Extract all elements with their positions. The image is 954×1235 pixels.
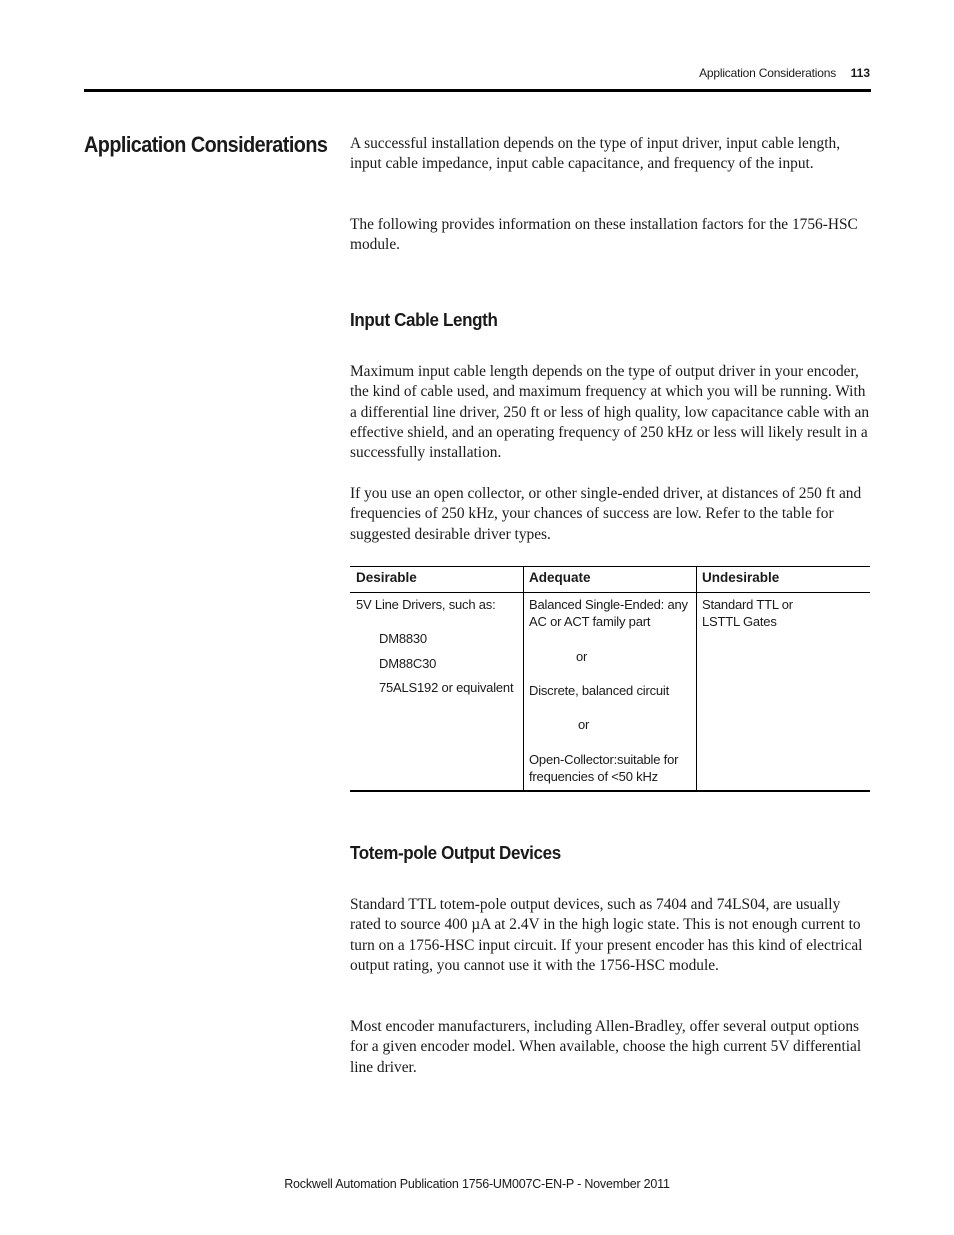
adequate-line: Discrete, balanced circuit <box>529 683 670 698</box>
undesirable-line: Standard TTL or <box>702 597 793 612</box>
totem-pole-block-1 <box>350 895 870 976</box>
adequate-line: Balanced Single-Ended: any <box>529 597 688 612</box>
table-top-rule <box>350 566 870 567</box>
adequate-line: frequencies of <50 kHz <box>529 769 658 784</box>
table-header-desirable: Desirable <box>356 570 417 585</box>
input-cable-paragraph-1: Maximum input cable length depends on the type of output driver in your encoder, the kind of cable used, and maximum frequency at which you will be running. With a differential line driver, 250 ft or less of high quality, low capacitance cable with an effective shield, and an operating frequency of 250 kHz or less will likely result in a successfully installation. <box>350 363 870 462</box>
input-cable-block-2 <box>350 484 870 545</box>
input-cable-heading: Input Cable Length <box>350 309 498 330</box>
adequate-or: or <box>578 717 590 732</box>
driver-table <box>350 566 870 792</box>
table-column-divider <box>696 566 697 791</box>
section-heading: Application Considerations <box>84 132 328 157</box>
totem-pole-paragraph-2: Most encoder manufacturers, including Allen-Bradley, offer several output options for a given encoder model. When available, choose the high current 5V differential line driver. <box>350 1018 862 1076</box>
table-header-adequate: Adequate <box>529 570 591 585</box>
adequate-line: AC or ACT family part <box>529 614 651 629</box>
table-header-undesirable: Undesirable <box>702 570 780 585</box>
intro-paragraph-1: A successful installation depends on the type of input driver, input cable length, input cable impedance, input cable capacitance, and frequency of the input. <box>350 135 841 173</box>
undesirable-line: LSTTL Gates <box>702 614 777 629</box>
header-rule <box>84 89 871 92</box>
adequate-or: or <box>576 649 588 664</box>
table-bottom-rule <box>350 790 870 792</box>
totem-pole-block-2 <box>350 1017 870 1078</box>
totem-pole-paragraph-1: Standard TTL totem-pole output devices, such as 7404 and 74LS04, are usually rated to source 400 µA at 2.4V in the high logic state. This is not enough current to turn on a 1756-HSC input circuit. If your present encoder has this kind of electrical output rating, you cannot use it with the 1756-HSC module. <box>350 896 863 974</box>
desirable-item: 75ALS192 or equivalent <box>379 680 514 695</box>
intro-paragraph-2: The following provides information on these installation factors for the 1756-HSC module. <box>350 216 858 254</box>
intro-block <box>350 134 870 175</box>
running-header-title: Application Considerations <box>699 66 836 80</box>
input-cable-block-1 <box>350 362 870 463</box>
input-cable-paragraph-2: If you use an open collector, or other single-ended driver, at distances of 250 ft and frequencies of 250 kHz, your chances of success are low. Refer to the table for suggested desirable driver types. <box>350 485 862 543</box>
intro-block-2 <box>350 215 870 256</box>
totem-pole-heading: Totem-pole Output Devices <box>350 842 561 863</box>
desirable-item: DM8830 <box>379 631 427 646</box>
adequate-line: Open-Collector:suitable for <box>529 752 679 767</box>
page-number: 113 <box>850 66 870 80</box>
table-column-divider <box>523 566 524 791</box>
desirable-intro: 5V Line Drivers, such as: <box>356 597 496 612</box>
desirable-item: DM88C30 <box>379 656 437 671</box>
table-header-rule <box>350 592 870 593</box>
page-footer: Rockwell Automation Publication 1756-UM007C-EN-P - November 2011 <box>284 1177 670 1191</box>
